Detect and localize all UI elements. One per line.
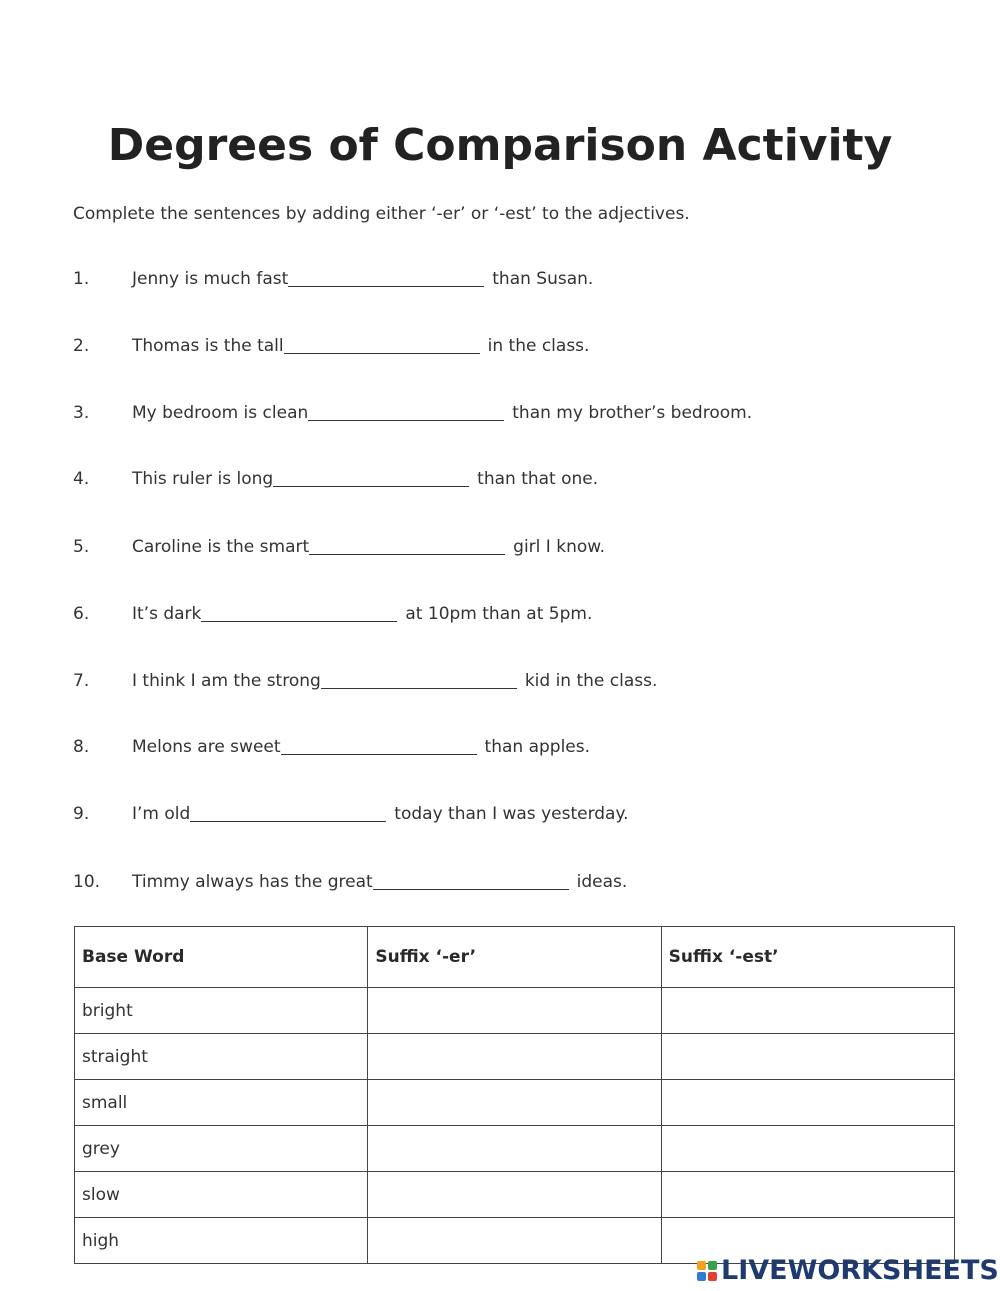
suffix-er-cell xyxy=(368,1172,661,1218)
suffix-est-input[interactable] xyxy=(669,1084,951,1122)
suffix-est-cell xyxy=(661,988,954,1034)
table-header-row xyxy=(75,927,955,988)
suffix-er-input[interactable] xyxy=(375,1176,657,1214)
answer-input-2[interactable] xyxy=(284,333,480,354)
suffix-er-cell xyxy=(368,988,661,1034)
question-7 xyxy=(73,668,657,691)
question-text-after: today than I was yesterday. xyxy=(394,804,629,824)
question-text-after: girl I know. xyxy=(513,537,605,557)
question-3 xyxy=(73,400,752,423)
header-suffix-er: Suffix ‘-er’ xyxy=(368,927,661,988)
base-word-cell: grey xyxy=(75,1126,368,1172)
liveworksheets-brand xyxy=(697,1255,999,1286)
question-number: 9. xyxy=(73,804,90,824)
question-text-before: Caroline is the smart xyxy=(132,537,310,557)
suffix-est-cell xyxy=(661,1080,954,1126)
question-text-after: than my brother’s bedroom. xyxy=(512,403,753,423)
question-text-after: kid in the class. xyxy=(524,671,658,691)
suffix-er-input[interactable] xyxy=(375,1084,657,1122)
question-9 xyxy=(73,801,629,824)
question-text-before: It’s dark xyxy=(132,604,202,624)
question-text-before: My bedroom is clean xyxy=(132,403,309,423)
question-4 xyxy=(73,466,598,489)
suffix-table xyxy=(74,926,955,1264)
table-row xyxy=(75,988,955,1034)
answer-input-8[interactable] xyxy=(281,734,477,755)
header-base-word: Base Word xyxy=(75,927,368,988)
worksheet-title: Degrees of Comparison Activity xyxy=(107,120,893,171)
question-10 xyxy=(73,869,627,892)
question-text-after: than apples. xyxy=(484,737,591,757)
brand-text: LIVEWORKSHEETS xyxy=(721,1255,999,1286)
question-5 xyxy=(73,534,605,557)
logo-square xyxy=(697,1261,706,1270)
base-word-cell: small xyxy=(75,1080,368,1126)
suffix-est-cell xyxy=(661,1126,954,1172)
answer-input-10[interactable] xyxy=(373,869,569,890)
answer-input-1[interactable] xyxy=(288,266,484,287)
suffix-er-input[interactable] xyxy=(375,992,657,1030)
answer-input-4[interactable] xyxy=(273,466,469,487)
question-number: 1. xyxy=(73,269,90,289)
suffix-er-cell xyxy=(368,1218,661,1264)
table-row xyxy=(75,1126,955,1172)
suffix-er-input[interactable] xyxy=(375,1130,657,1168)
suffix-est-cell xyxy=(661,1034,954,1080)
answer-input-5[interactable] xyxy=(309,534,505,555)
question-text-before: Timmy always has the great xyxy=(132,872,373,892)
instructions-text: Complete the sentences by adding either ‘-er’ or ‘-est’ to the adjectives. xyxy=(73,204,690,224)
question-text-before: I’m old xyxy=(132,804,191,824)
question-text-after: ideas. xyxy=(576,872,628,892)
question-text-after: at 10pm than at 5pm. xyxy=(405,604,593,624)
logo-square xyxy=(708,1272,717,1281)
question-number: 10. xyxy=(73,872,101,892)
question-text-after: than Susan. xyxy=(492,269,594,289)
question-number: 2. xyxy=(73,336,90,356)
question-number: 3. xyxy=(73,403,90,423)
logo-square xyxy=(697,1272,706,1281)
question-number: 4. xyxy=(73,469,90,489)
question-number: 7. xyxy=(73,671,90,691)
table-row xyxy=(75,1172,955,1218)
question-1 xyxy=(73,266,593,289)
suffix-er-cell xyxy=(368,1034,661,1080)
suffix-est-input[interactable] xyxy=(669,1176,951,1214)
question-text-after: than that one. xyxy=(477,469,599,489)
suffix-er-cell xyxy=(368,1080,661,1126)
table-row xyxy=(75,1080,955,1126)
header-suffix-est: Suffix ‘-est’ xyxy=(661,927,954,988)
suffix-er-cell xyxy=(368,1126,661,1172)
question-text-before: I think I am the strong xyxy=(132,671,321,691)
suffix-er-input[interactable] xyxy=(375,1222,657,1260)
suffix-est-input[interactable] xyxy=(669,992,951,1030)
suffix-est-input[interactable] xyxy=(669,1130,951,1168)
answer-input-3[interactable] xyxy=(308,400,504,421)
base-word-cell: bright xyxy=(75,988,368,1034)
question-8 xyxy=(73,734,590,757)
answer-input-9[interactable] xyxy=(190,801,386,822)
suffix-est-input[interactable] xyxy=(669,1038,951,1076)
answer-input-7[interactable] xyxy=(321,668,517,689)
suffix-er-input[interactable] xyxy=(375,1038,657,1076)
liveworksheets-logo-icon xyxy=(697,1261,717,1281)
base-word-cell: high xyxy=(75,1218,368,1264)
question-6 xyxy=(73,601,592,624)
question-2 xyxy=(73,333,589,356)
question-text-after: in the class. xyxy=(487,336,590,356)
question-number: 5. xyxy=(73,537,90,557)
question-text-before: Melons are sweet xyxy=(132,737,281,757)
suffix-est-input[interactable] xyxy=(669,1222,951,1260)
logo-square xyxy=(708,1261,717,1270)
question-text-before: Jenny is much fast xyxy=(132,269,289,289)
question-number: 6. xyxy=(73,604,90,624)
question-text-before: Thomas is the tall xyxy=(132,336,284,356)
base-word-cell: straight xyxy=(75,1034,368,1080)
table-row xyxy=(75,1034,955,1080)
suffix-est-cell xyxy=(661,1172,954,1218)
question-text-before: This ruler is long xyxy=(132,469,274,489)
base-word-cell: slow xyxy=(75,1172,368,1218)
answer-input-6[interactable] xyxy=(201,601,397,622)
question-number: 8. xyxy=(73,737,90,757)
